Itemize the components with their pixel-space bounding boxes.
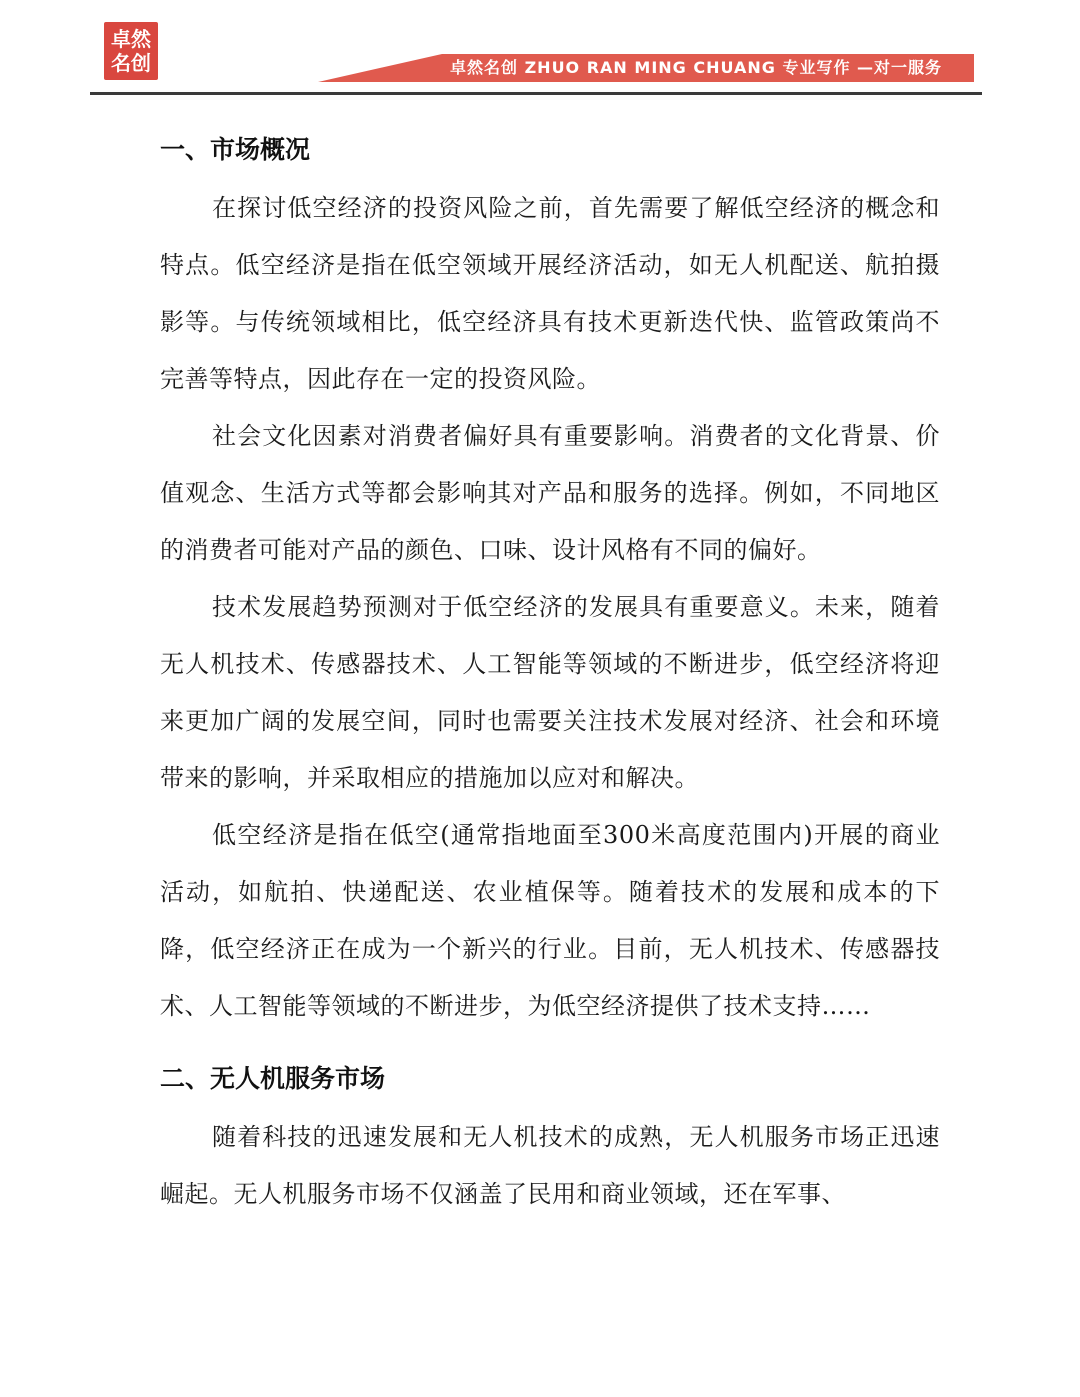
document-body	[160, 120, 940, 1223]
paragraph: 在探讨低空经济的投资风险之前，首先需要了解低空经济的概念和特点。低空经济是指在低空领域开展经济活动，如无人机配送、航拍摄影等。与传统领域相比，低空经济具有技术更新迭代快、监管政策尚不完善等特点，因此存在一定的投资风险。	[160, 194, 940, 393]
header-rule	[90, 92, 982, 95]
header-banner: 卓然名创 ZHUO RAN MING CHUANG 专业写作 —对一服务	[442, 54, 974, 82]
paragraph: 社会文化因素对消费者偏好具有重要影响。消费者的文化背景、价值观念、生活方式等都会影响其对产品和服务的选择。例如，不同地区的消费者可能对产品的颜色、口味、设计风格有不同的偏好。	[160, 422, 940, 564]
paragraph: 随着科技的迅速发展和无人机技术的成熟，无人机服务市场正迅速崛起。无人机服务市场不仅涵盖了民用和商业领域，还在军事、	[160, 1123, 940, 1208]
section-heading-drone-services: 二、无人机服务市场	[160, 1064, 386, 1093]
page-header	[0, 0, 1080, 100]
paragraph: 技术发展趋势预测对于低空经济的发展具有重要意义。未来，随着无人机技术、传感器技术、人工智能等领域的不断进步，低空经济将迎来更加广阔的发展空间，同时也需要关注技术发展对经济、社会和环境带来的影响，并采取相应的措施加以应对和解决。	[160, 593, 940, 792]
logo-text-line2: 名创	[111, 51, 151, 75]
brand-logo	[104, 22, 158, 80]
logo-text-line1: 卓然	[111, 27, 151, 51]
paragraph: 低空经济是指在低空(通常指地面至300米高度范围内)开展的商业活动，如航拍、快递配送、农业植保等。随着技术的发展和成本的下降，低空经济正在成为一个新兴的行业。目前，无人机技术、传感器技术、人工智能等领域的不断进步，为低空经济提供了技术支持……	[160, 821, 940, 1020]
banner-wedge-decoration	[318, 54, 442, 82]
section-heading-market-overview: 一、市场概况	[160, 135, 311, 164]
